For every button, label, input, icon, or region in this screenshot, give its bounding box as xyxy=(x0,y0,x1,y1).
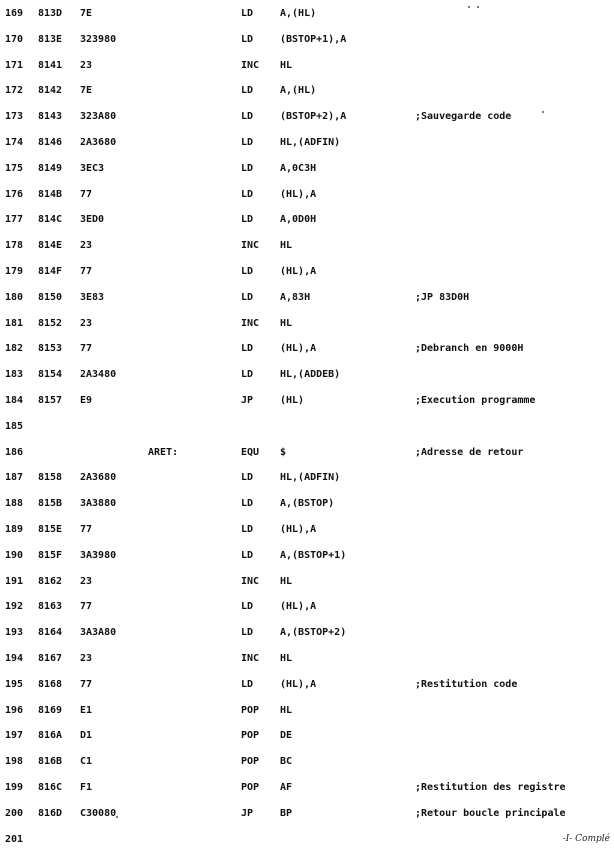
listing-row xyxy=(0,109,614,125)
line-number: 178 xyxy=(5,240,24,251)
listing-row xyxy=(0,780,614,796)
address: 815B xyxy=(38,498,63,509)
address: 816D xyxy=(38,808,63,819)
address: 813E xyxy=(38,34,63,45)
line-number: 179 xyxy=(5,266,24,277)
mnemonic: LD xyxy=(241,137,254,148)
line-number: 173 xyxy=(5,111,24,122)
listing-row xyxy=(0,754,614,770)
operand: (HL),A xyxy=(280,266,317,277)
operand: (HL),A xyxy=(280,601,317,612)
machine-code: 2A3680 xyxy=(80,137,117,148)
operand: HL xyxy=(280,318,293,329)
mnemonic: INC xyxy=(241,576,260,587)
machine-code: 23 xyxy=(80,653,93,664)
mnemonic: JP xyxy=(241,395,254,406)
mnemonic: LD xyxy=(241,8,254,19)
line-number: 183 xyxy=(5,369,24,380)
address: 815E xyxy=(38,524,63,535)
mnemonic: LD xyxy=(241,343,254,354)
print-speck xyxy=(477,6,479,8)
machine-code: 77 xyxy=(80,524,93,535)
print-speck xyxy=(468,6,470,8)
listing-row xyxy=(0,703,614,719)
operand: BC xyxy=(280,756,293,767)
operand: BP xyxy=(280,808,293,819)
line-number: 181 xyxy=(5,318,24,329)
machine-code: 3E83 xyxy=(80,292,105,303)
line-number: 188 xyxy=(5,498,24,509)
comment: ;Execution programme xyxy=(415,395,536,406)
machine-code: 3EC3 xyxy=(80,163,105,174)
line-number: 172 xyxy=(5,85,24,96)
line-number: 189 xyxy=(5,524,24,535)
listing-row xyxy=(0,806,614,822)
listing-row xyxy=(0,32,614,48)
line-number: 175 xyxy=(5,163,24,174)
line-number: 176 xyxy=(5,189,24,200)
listing-row xyxy=(0,6,614,22)
mnemonic: LD xyxy=(241,369,254,380)
operand: A,(HL) xyxy=(280,8,317,19)
line-number: 170 xyxy=(5,34,24,45)
address: 8163 xyxy=(38,601,63,612)
line-number: 200 xyxy=(5,808,24,819)
operand: HL xyxy=(280,653,293,664)
mnemonic: POP xyxy=(241,756,260,767)
machine-code: C1 xyxy=(80,756,93,767)
listing-row xyxy=(0,316,614,332)
address: 815F xyxy=(38,550,63,561)
label: ARET: xyxy=(148,447,179,458)
operand: A,83H xyxy=(280,292,311,303)
address: 8157 xyxy=(38,395,63,406)
mnemonic: INC xyxy=(241,653,260,664)
mnemonic: LD xyxy=(241,266,254,277)
operand: A,(HL) xyxy=(280,85,317,96)
mnemonic: LD xyxy=(241,85,254,96)
line-number: 196 xyxy=(5,705,24,716)
operand: (HL) xyxy=(280,395,305,406)
address: 813D xyxy=(38,8,63,19)
comment: ;Restitution code xyxy=(415,679,518,690)
mnemonic: LD xyxy=(241,34,254,45)
operand: HL,(ADFIN) xyxy=(280,137,341,148)
address: 8149 xyxy=(38,163,63,174)
operand: A,(BSTOP+2) xyxy=(280,627,347,638)
machine-code: 77 xyxy=(80,189,93,200)
address: 814C xyxy=(38,214,63,225)
operand: HL xyxy=(280,60,293,71)
listing-row xyxy=(0,212,614,228)
machine-code: 77 xyxy=(80,343,93,354)
machine-code: 23 xyxy=(80,240,93,251)
listing-row xyxy=(0,651,614,667)
operand: $ xyxy=(280,447,287,458)
operand: (HL),A xyxy=(280,189,317,200)
address: 8154 xyxy=(38,369,63,380)
mnemonic: INC xyxy=(241,60,260,71)
mnemonic: LD xyxy=(241,111,254,122)
listing-row xyxy=(0,367,614,383)
listing-row xyxy=(0,548,614,564)
listing-row xyxy=(0,264,614,280)
machine-code: 3A3880 xyxy=(80,498,117,509)
operand: A,(BSTOP+1) xyxy=(280,550,347,561)
address: 816C xyxy=(38,782,63,793)
listing-row xyxy=(0,832,614,848)
line-number: 186 xyxy=(5,447,24,458)
address: 8162 xyxy=(38,576,63,587)
mnemonic: LD xyxy=(241,627,254,638)
line-number: 169 xyxy=(5,8,24,19)
line-number: 191 xyxy=(5,576,24,587)
listing-row xyxy=(0,58,614,74)
comment: ;Adresse de retour xyxy=(415,447,524,458)
machine-code: 3A3980 xyxy=(80,550,117,561)
listing-row xyxy=(0,522,614,538)
line-number: 171 xyxy=(5,60,24,71)
address: 814E xyxy=(38,240,63,251)
machine-code: D1 xyxy=(80,730,93,741)
machine-code: E1 xyxy=(80,705,93,716)
listing-row xyxy=(0,290,614,306)
address: 8153 xyxy=(38,343,63,354)
address: 8167 xyxy=(38,653,63,664)
listing-row xyxy=(0,625,614,641)
mnemonic: LD xyxy=(241,601,254,612)
operand: (BSTOP+1),A xyxy=(280,34,347,45)
mnemonic: LD xyxy=(241,550,254,561)
mnemonic: LD xyxy=(241,679,254,690)
address: 8158 xyxy=(38,472,63,483)
mnemonic: INC xyxy=(241,318,260,329)
operand: HL xyxy=(280,240,293,251)
address: 8168 xyxy=(38,679,63,690)
operand: (BSTOP+2),A xyxy=(280,111,347,122)
address: 814B xyxy=(38,189,63,200)
mnemonic: LD xyxy=(241,189,254,200)
listing-row xyxy=(0,728,614,744)
machine-code: 3A3A80 xyxy=(80,627,117,638)
line-number: 195 xyxy=(5,679,24,690)
comment: ;Restitution des registre xyxy=(415,782,566,793)
listing-row xyxy=(0,238,614,254)
mnemonic: EQU xyxy=(241,447,260,458)
line-number: 194 xyxy=(5,653,24,664)
address: 816B xyxy=(38,756,63,767)
listing-row xyxy=(0,677,614,693)
mnemonic: LD xyxy=(241,498,254,509)
machine-code: 77 xyxy=(80,601,93,612)
address: 8141 xyxy=(38,60,63,71)
operand: AF xyxy=(280,782,293,793)
listing-row xyxy=(0,161,614,177)
print-speck xyxy=(116,816,118,818)
address: 8150 xyxy=(38,292,63,303)
mnemonic: LD xyxy=(241,163,254,174)
address: 8164 xyxy=(38,627,63,638)
listing-row xyxy=(0,341,614,357)
operand: HL xyxy=(280,576,293,587)
operand: A,0C3H xyxy=(280,163,317,174)
comment: ;JP 83D0H xyxy=(415,292,470,303)
line-number: 197 xyxy=(5,730,24,741)
machine-code: C30080 xyxy=(80,808,117,819)
mnemonic: LD xyxy=(241,292,254,303)
line-number: 192 xyxy=(5,601,24,612)
comment: ;Sauvegarde code xyxy=(415,111,512,122)
operand: A,(BSTOP) xyxy=(280,498,335,509)
operand: A,0D0H xyxy=(280,214,317,225)
listing-row xyxy=(0,496,614,512)
machine-code: 2A3480 xyxy=(80,369,117,380)
line-number: 187 xyxy=(5,472,24,483)
address: 8143 xyxy=(38,111,63,122)
line-number: 184 xyxy=(5,395,24,406)
mnemonic: POP xyxy=(241,782,260,793)
page-footer-note: -I- Complé xyxy=(562,834,610,844)
machine-code: 3ED0 xyxy=(80,214,105,225)
line-number: 182 xyxy=(5,343,24,354)
machine-code: 7E xyxy=(80,85,93,96)
address: 8169 xyxy=(38,705,63,716)
machine-code: 23 xyxy=(80,576,93,587)
listing-row xyxy=(0,445,614,461)
machine-code: 323980 xyxy=(80,34,117,45)
operand: HL,(ADDEB) xyxy=(280,369,341,380)
mnemonic: POP xyxy=(241,730,260,741)
listing-row xyxy=(0,187,614,203)
line-number: 177 xyxy=(5,214,24,225)
machine-code: 77 xyxy=(80,266,93,277)
line-number: 193 xyxy=(5,627,24,638)
machine-code: E9 xyxy=(80,395,93,406)
listing-row xyxy=(0,419,614,435)
operand: HL xyxy=(280,705,293,716)
line-number: 174 xyxy=(5,137,24,148)
operand: (HL),A xyxy=(280,343,317,354)
address: 814F xyxy=(38,266,63,277)
mnemonic: POP xyxy=(241,705,260,716)
listing-row xyxy=(0,83,614,99)
line-number: 185 xyxy=(5,421,24,432)
mnemonic: LD xyxy=(241,472,254,483)
machine-code: 2A3680 xyxy=(80,472,117,483)
listing-row xyxy=(0,393,614,409)
line-number: 190 xyxy=(5,550,24,561)
machine-code: 23 xyxy=(80,60,93,71)
address: 816A xyxy=(38,730,63,741)
line-number: 201 xyxy=(5,834,24,845)
line-number: 198 xyxy=(5,756,24,767)
listing-row xyxy=(0,470,614,486)
address: 8142 xyxy=(38,85,63,96)
print-speck xyxy=(542,111,544,113)
line-number: 180 xyxy=(5,292,24,303)
machine-code: 23 xyxy=(80,318,93,329)
listing-row xyxy=(0,135,614,151)
machine-code: 323A80 xyxy=(80,111,117,122)
mnemonic: JP xyxy=(241,808,254,819)
mnemonic: LD xyxy=(241,524,254,535)
listing-row xyxy=(0,574,614,590)
operand: DE xyxy=(280,730,293,741)
listing-row xyxy=(0,599,614,615)
address: 8146 xyxy=(38,137,63,148)
address: 8152 xyxy=(38,318,63,329)
machine-code: 77 xyxy=(80,679,93,690)
mnemonic: INC xyxy=(241,240,260,251)
operand: (HL),A xyxy=(280,679,317,690)
line-number: 199 xyxy=(5,782,24,793)
machine-code: F1 xyxy=(80,782,93,793)
machine-code: 7E xyxy=(80,8,93,19)
comment: ;Debranch en 9000H xyxy=(415,343,524,354)
mnemonic: LD xyxy=(241,214,254,225)
operand: (HL),A xyxy=(280,524,317,535)
comment: ;Retour boucle principale xyxy=(415,808,566,819)
operand: HL,(ADFIN) xyxy=(280,472,341,483)
